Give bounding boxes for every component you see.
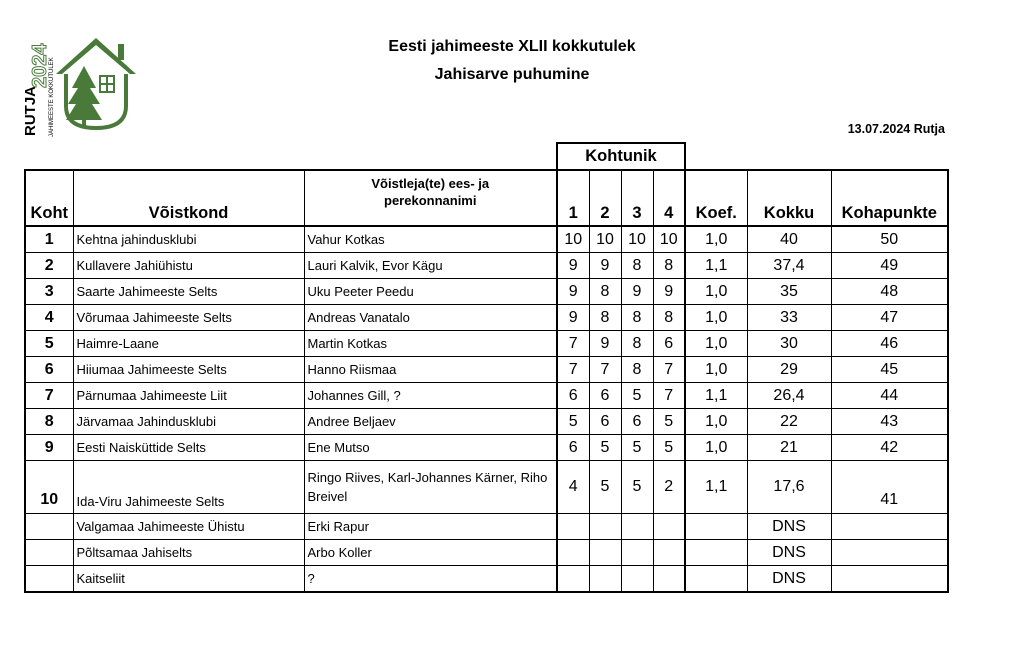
cell-j3: 6 — [621, 409, 653, 435]
cell-j3: 9 — [621, 279, 653, 305]
table-body — [25, 226, 948, 592]
cell-team: Võrumaa Jahimeeste Selts — [73, 305, 304, 331]
cell-team: Kehtna jahindusklubi — [73, 226, 304, 253]
cell-name: ? — [304, 566, 557, 593]
cell-kokku: 35 — [747, 279, 831, 305]
cell-j2 — [589, 540, 621, 566]
cell-kokku: 29 — [747, 357, 831, 383]
cell-j2 — [589, 566, 621, 593]
logo-caption: JAHIMEESTE KOKKUTULEK — [49, 57, 55, 137]
table-row — [25, 435, 948, 461]
cell-punkte: 48 — [831, 279, 948, 305]
event-date: 13.07.2024 Rutja — [847, 122, 945, 136]
cell-kokku: DNS — [747, 540, 831, 566]
cell-punkte: 42 — [831, 435, 948, 461]
cell-j4 — [653, 514, 685, 540]
cell-j1: 4 — [557, 461, 589, 514]
cell-koht — [25, 566, 73, 593]
cell-punkte: 44 — [831, 383, 948, 409]
cell-koht: 9 — [25, 435, 73, 461]
logo-place: RUTJA — [22, 85, 39, 136]
cell-koef — [685, 566, 747, 593]
cell-j1 — [557, 540, 589, 566]
cell-koht: 6 — [25, 357, 73, 383]
cell-kokku: 30 — [747, 331, 831, 357]
cell-koef: 1,1 — [685, 461, 747, 514]
table-row — [25, 409, 948, 435]
col-punkte: Kohapunkte — [831, 170, 948, 226]
col-koef: Koef. — [685, 170, 747, 226]
col-j1: 1 — [557, 170, 589, 226]
col-j4: 4 — [653, 170, 685, 226]
col-j2: 2 — [589, 170, 621, 226]
cell-j3: 5 — [621, 435, 653, 461]
cell-j4 — [653, 566, 685, 593]
cell-team: Valgamaa Jahimeeste Ühistu — [73, 514, 304, 540]
cell-j1: 9 — [557, 253, 589, 279]
cell-j1: 6 — [557, 383, 589, 409]
cell-name: Uku Peeter Peedu — [304, 279, 557, 305]
cell-j2 — [589, 514, 621, 540]
cell-name: Martin Kotkas — [304, 331, 557, 357]
cell-koef: 1,1 — [685, 383, 747, 409]
cell-j2: 8 — [589, 279, 621, 305]
cell-koef: 1,0 — [685, 435, 747, 461]
cell-kokku: DNS — [747, 514, 831, 540]
cell-j3 — [621, 540, 653, 566]
cell-j1: 9 — [557, 279, 589, 305]
cell-koef — [685, 540, 747, 566]
cell-team: Ida-Viru Jahimeeste Selts — [73, 461, 304, 514]
cell-team: Põltsamaa Jahiselts — [73, 540, 304, 566]
col-team: Võistkond — [73, 170, 304, 226]
cell-koef: 1,0 — [685, 357, 747, 383]
table-row — [25, 566, 948, 593]
cell-punkte: 49 — [831, 253, 948, 279]
col-j3: 3 — [621, 170, 653, 226]
cell-j1: 9 — [557, 305, 589, 331]
cell-name: Ringo Riives, Karl-Johannes Kärner, Riho Breivel — [304, 461, 557, 514]
cell-j2: 6 — [589, 409, 621, 435]
table-row — [25, 331, 948, 357]
cell-team: Pärnumaa Jahimeeste Liit — [73, 383, 304, 409]
cell-j4: 8 — [653, 253, 685, 279]
cell-kokku: 22 — [747, 409, 831, 435]
cell-j4: 5 — [653, 435, 685, 461]
cell-punkte: 45 — [831, 357, 948, 383]
cell-koht: 1 — [25, 226, 73, 253]
cell-name: Erki Rapur — [304, 514, 557, 540]
table-row — [25, 305, 948, 331]
col-kokku: Kokku — [747, 170, 831, 226]
cell-koht: 8 — [25, 409, 73, 435]
cell-kokku: 17,6 — [747, 461, 831, 514]
cell-j4: 10 — [653, 226, 685, 253]
cell-j4: 8 — [653, 305, 685, 331]
cell-team: Kullavere Jahiühistu — [73, 253, 304, 279]
results-table — [24, 142, 949, 593]
cell-j1: 5 — [557, 409, 589, 435]
cell-name: Arbo Koller — [304, 540, 557, 566]
cell-j3: 10 — [621, 226, 653, 253]
cell-koht — [25, 540, 73, 566]
cell-koef: 1,0 — [685, 226, 747, 253]
judge-group-header: Kohtunik — [557, 143, 685, 170]
cell-j1: 7 — [557, 331, 589, 357]
cell-punkte: 41 — [831, 461, 948, 514]
cell-punkte: 47 — [831, 305, 948, 331]
cell-j2: 6 — [589, 383, 621, 409]
cell-j4: 9 — [653, 279, 685, 305]
table-row — [25, 461, 948, 514]
cell-name: Johannes Gill, ? — [304, 383, 557, 409]
cell-koef: 1,0 — [685, 279, 747, 305]
cell-j3 — [621, 566, 653, 593]
cell-j4: 5 — [653, 409, 685, 435]
cell-kokku: 21 — [747, 435, 831, 461]
logo-year: 2024 — [29, 43, 51, 88]
cell-koef: 1,0 — [685, 409, 747, 435]
cell-name: Ene Mutso — [304, 435, 557, 461]
cell-punkte — [831, 566, 948, 593]
page-title: Eesti jahimeeste XLII kokkutulek — [388, 38, 636, 55]
cell-koht: 2 — [25, 253, 73, 279]
cell-koef: 1,1 — [685, 253, 747, 279]
cell-j1 — [557, 566, 589, 593]
cell-kokku: DNS — [747, 566, 831, 593]
cell-j4: 2 — [653, 461, 685, 514]
cell-j4 — [653, 540, 685, 566]
table-row — [25, 540, 948, 566]
cell-j3: 8 — [621, 357, 653, 383]
cell-kokku: 40 — [747, 226, 831, 253]
cell-team: Eesti Naisküttide Selts — [73, 435, 304, 461]
table-row — [25, 279, 948, 305]
cell-j3: 5 — [621, 461, 653, 514]
cell-j2: 10 — [589, 226, 621, 253]
cell-punkte: 43 — [831, 409, 948, 435]
cell-j1: 7 — [557, 357, 589, 383]
cell-koef: 1,0 — [685, 331, 747, 357]
cell-j2: 5 — [589, 435, 621, 461]
cell-koht: 3 — [25, 279, 73, 305]
cell-team: Järvamaa Jahindusklubi — [73, 409, 304, 435]
cell-j4: 6 — [653, 331, 685, 357]
cell-name: Hanno Riismaa — [304, 357, 557, 383]
cell-j3: 5 — [621, 383, 653, 409]
cell-j2: 9 — [589, 253, 621, 279]
cell-team: Kaitseliit — [73, 566, 304, 593]
cell-koef: 1,0 — [685, 305, 747, 331]
cell-name: Andreas Vanatalo — [304, 305, 557, 331]
cell-name: Vahur Kotkas — [304, 226, 557, 253]
page-subtitle: Jahisarve puhumine — [434, 66, 590, 83]
cell-j3: 8 — [621, 305, 653, 331]
cell-koht — [25, 514, 73, 540]
cell-team: Hiiumaa Jahimeeste Selts — [73, 357, 304, 383]
cell-j2: 5 — [589, 461, 621, 514]
cell-j4: 7 — [653, 357, 685, 383]
cell-j3 — [621, 514, 653, 540]
cell-j3: 8 — [621, 331, 653, 357]
table-row — [25, 357, 948, 383]
cell-name: Andree Beljaev — [304, 409, 557, 435]
cell-name: Lauri Kalvik, Evor Kägu — [304, 253, 557, 279]
cell-koef — [685, 514, 747, 540]
cell-koht: 5 — [25, 331, 73, 357]
cell-kokku: 33 — [747, 305, 831, 331]
cell-j4: 7 — [653, 383, 685, 409]
table-row — [25, 253, 948, 279]
table-row — [25, 514, 948, 540]
cell-punkte — [831, 514, 948, 540]
table-row — [25, 383, 948, 409]
table-row — [25, 226, 948, 253]
cell-punkte — [831, 540, 948, 566]
col-name: Võistleja(te) ees- ja perekonnanimi — [304, 170, 557, 226]
cell-team: Saarte Jahimeeste Selts — [73, 279, 304, 305]
cell-j1 — [557, 514, 589, 540]
cell-kokku: 37,4 — [747, 253, 831, 279]
cell-koht: 4 — [25, 305, 73, 331]
cell-j1: 6 — [557, 435, 589, 461]
col-koht: Koht — [25, 170, 73, 226]
cell-team: Haimre-Laane — [73, 331, 304, 357]
cell-j2: 8 — [589, 305, 621, 331]
cell-punkte: 50 — [831, 226, 948, 253]
cell-j2: 9 — [589, 331, 621, 357]
cell-kokku: 26,4 — [747, 383, 831, 409]
cell-j1: 10 — [557, 226, 589, 253]
cell-punkte: 46 — [831, 331, 948, 357]
cell-j3: 8 — [621, 253, 653, 279]
cell-koht: 10 — [25, 461, 73, 514]
cell-koht: 7 — [25, 383, 73, 409]
cell-j2: 7 — [589, 357, 621, 383]
